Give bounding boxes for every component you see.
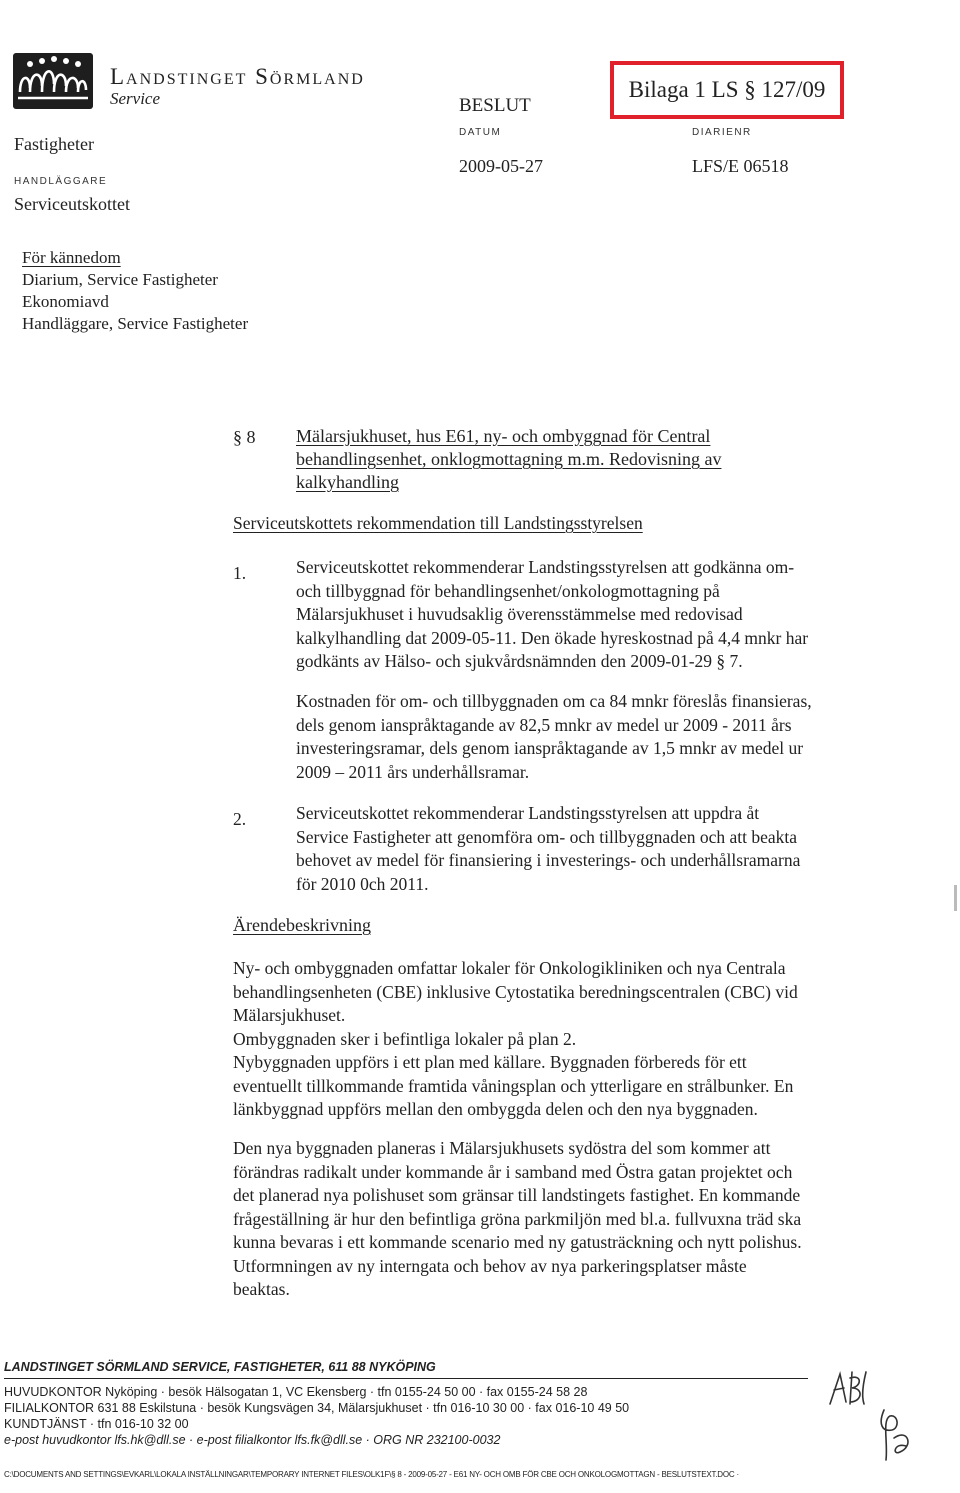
org-name: Landstinget Sörmland (110, 64, 365, 89)
datum-label: DATUM (459, 127, 502, 138)
item-line: dels genom ianspråktagande av 82,5 mnkr av medel ur 2009 - 2011 års (296, 714, 792, 735)
diarienr-value: LFS/E 06518 (692, 156, 789, 176)
description-line: det planerad nya polishuset som gränsar till landstingets fastighet. En kommande (233, 1185, 801, 1205)
distribution-title: För kännedom (22, 248, 121, 267)
handlaggare-label: HANDLÄGGARE (14, 176, 108, 187)
distribution-line: Handläggare, Service Fastigheter (22, 314, 249, 333)
item-line: Serviceutskottet rekommenderar Landstingsstyrelsen att godkänna om- (296, 557, 795, 577)
item-line: godkänts av Hälso- och sjukvårdsnämnden den 2009-01-29 § 7. (296, 651, 743, 671)
distribution-line: Diarium, Service Fastigheter (22, 270, 218, 289)
handwritten-initials-signature (822, 1368, 922, 1468)
footer-line: HUVUDKONTOR Nyköping · besök Hälsogatan 1, VC Ekensberg · tfn 0155-24 50 00 · fax 0155-24 58 28 (4, 1385, 588, 1399)
description-paragraph-1 (233, 957, 873, 1122)
file-path: C:\DOCUMENTS AND SETTINGS\EVKARL\LOKALA INSTÄLLNINGAR\TEMPORARY INTERNET FILES\OLK1F\§ 8 - 2009-05-27 - E61 NY- OCH OMB FÖR CBE OCH ONKOLOGMOTTAGN - BESLUTSTEXT.DOC · (4, 1470, 739, 1479)
item-line: 2009 – 2011 års underhållsramar. (296, 761, 530, 782)
heading-line: Mälarsjukhuset, hus E61, ny- och ombyggnad för Central (296, 426, 711, 446)
description-line: förändras radikalt under kommande år i samband med Östra gatan projektet och (233, 1161, 793, 1182)
description-line: beaktas. (233, 1279, 290, 1299)
description-line: Ny- och ombyggnaden omfattar lokaler för Onkologikliniken och nya Centrala (233, 958, 786, 978)
description-line: Utformningen av ny interngata och behov av nya parkeringsplatser måste (233, 1255, 747, 1276)
item-line: investeringsramar, dels genom ianspråktagande av 1,5 mnkr av medel ur (296, 738, 804, 758)
description-line: behandlingsenheten (CBE) inklusive Cytostatika beredningscentralen (CBC) vid (233, 981, 798, 1002)
paragraph-symbol: § 8 (233, 427, 256, 447)
item-line: Mälarsjukhuset i huvudsaklig överensstämmelse med redovisad (296, 604, 743, 624)
bilaga-text: Bilaga 1 LS § 127/09 (628, 77, 826, 102)
description-line: kunna bevaras i ett kommande scenario med ny gatusträckning och nytt polishus. (233, 1232, 802, 1252)
description-line: eventuellt tillkommande framtida våningsplan och ytterligare en strålbunker. En (233, 1075, 794, 1096)
item-text (296, 802, 876, 896)
distribution-list (22, 247, 248, 335)
section-heading (296, 425, 816, 494)
department: Fastigheter (14, 134, 94, 154)
document-type: BESLUT (459, 95, 531, 116)
item-text (296, 556, 876, 674)
bilaga-stamp (610, 61, 844, 119)
item-line: Serviceutskottet rekommenderar Landstingsstyrelsen att uppdra åt (296, 803, 760, 823)
item-text-financing (296, 690, 876, 784)
crown-logo-icon (12, 52, 94, 110)
footer-line: KUNDTJÄNST · tfn 016-10 32 00 (4, 1417, 189, 1431)
footer-title: LANDSTINGET SÖRMLAND SERVICE, FASTIGHETER, 611 88 NYKÖPING (4, 1360, 436, 1374)
description-title: Ärendebeskrivning (233, 915, 371, 935)
item-line: och tillbyggnad för behandlingsenhet/onkologmottagning på (296, 580, 720, 601)
item-line: behovet av medel för finansiering i investerings- och underhållsramarna (296, 850, 801, 870)
footer-divider (4, 1378, 808, 1379)
org-subtitle: Service (110, 89, 161, 108)
handlaggare-value: Serviceutskottet (14, 194, 130, 214)
description-line: Den nya byggnaden planeras i Mälarsjukhusets sydöstra del som kommer att (233, 1138, 771, 1158)
footer-line: e-post huvudkontor lfs.hk@dll.se · e-post filialkontor lfs.fk@dll.se · ORG NR 232100-0032 (4, 1433, 501, 1447)
item-line: kalkylhandling dat 2009-05-11. Den ökade hyreskostnad på 4,4 mnkr har (296, 627, 809, 648)
description-line: frågeställning är hur den befintliga gröna parkmiljön med bl.a. fullvuxna träd ska (233, 1208, 802, 1229)
description-line: Nybyggnaden uppförs i ett plan med källare. Byggnaden förbereds för ett (233, 1052, 747, 1072)
item-line: Service Fastigheter att genomföra om- och tillbyggnaden och att beakta (296, 826, 798, 847)
item-number: 2. (233, 809, 247, 829)
recommendation-title: Serviceutskottets rekommendation till Landstingsstyrelsen (233, 513, 643, 533)
description-line: länkbyggnad uppförs mellan den ombyggda delen och den nya byggnaden. (233, 1099, 758, 1119)
heading-line: kalkyhandling (296, 472, 399, 492)
description-line: Mälarsjukhuset. (233, 1005, 346, 1025)
datum-value: 2009-05-27 (459, 156, 543, 176)
item-line: Kostnaden för om- och tillbyggnaden om ca 84 mnkr föreslås finansieras, (296, 691, 812, 711)
scan-artifact (954, 885, 957, 911)
description-line: Ombyggnaden sker i befintliga lokaler på plan 2. (233, 1028, 577, 1049)
item-line: för 2010 0ch 2011. (296, 873, 429, 894)
footer-line: FILIALKONTOR 631 88 Eskilstuna · besök Kungsvägen 34, Mälarsjukhuset · tfn 016-10 30 00 · fax 016-10 49 50 (4, 1401, 630, 1415)
diarienr-label: DIARIENR (692, 127, 752, 138)
distribution-line: Ekonomiavd (22, 292, 109, 311)
description-paragraph-2 (233, 1137, 873, 1302)
heading-line: behandlingsenhet, onklogmottagning m.m. Redovisning av (296, 449, 722, 469)
item-number: 1. (233, 563, 247, 583)
